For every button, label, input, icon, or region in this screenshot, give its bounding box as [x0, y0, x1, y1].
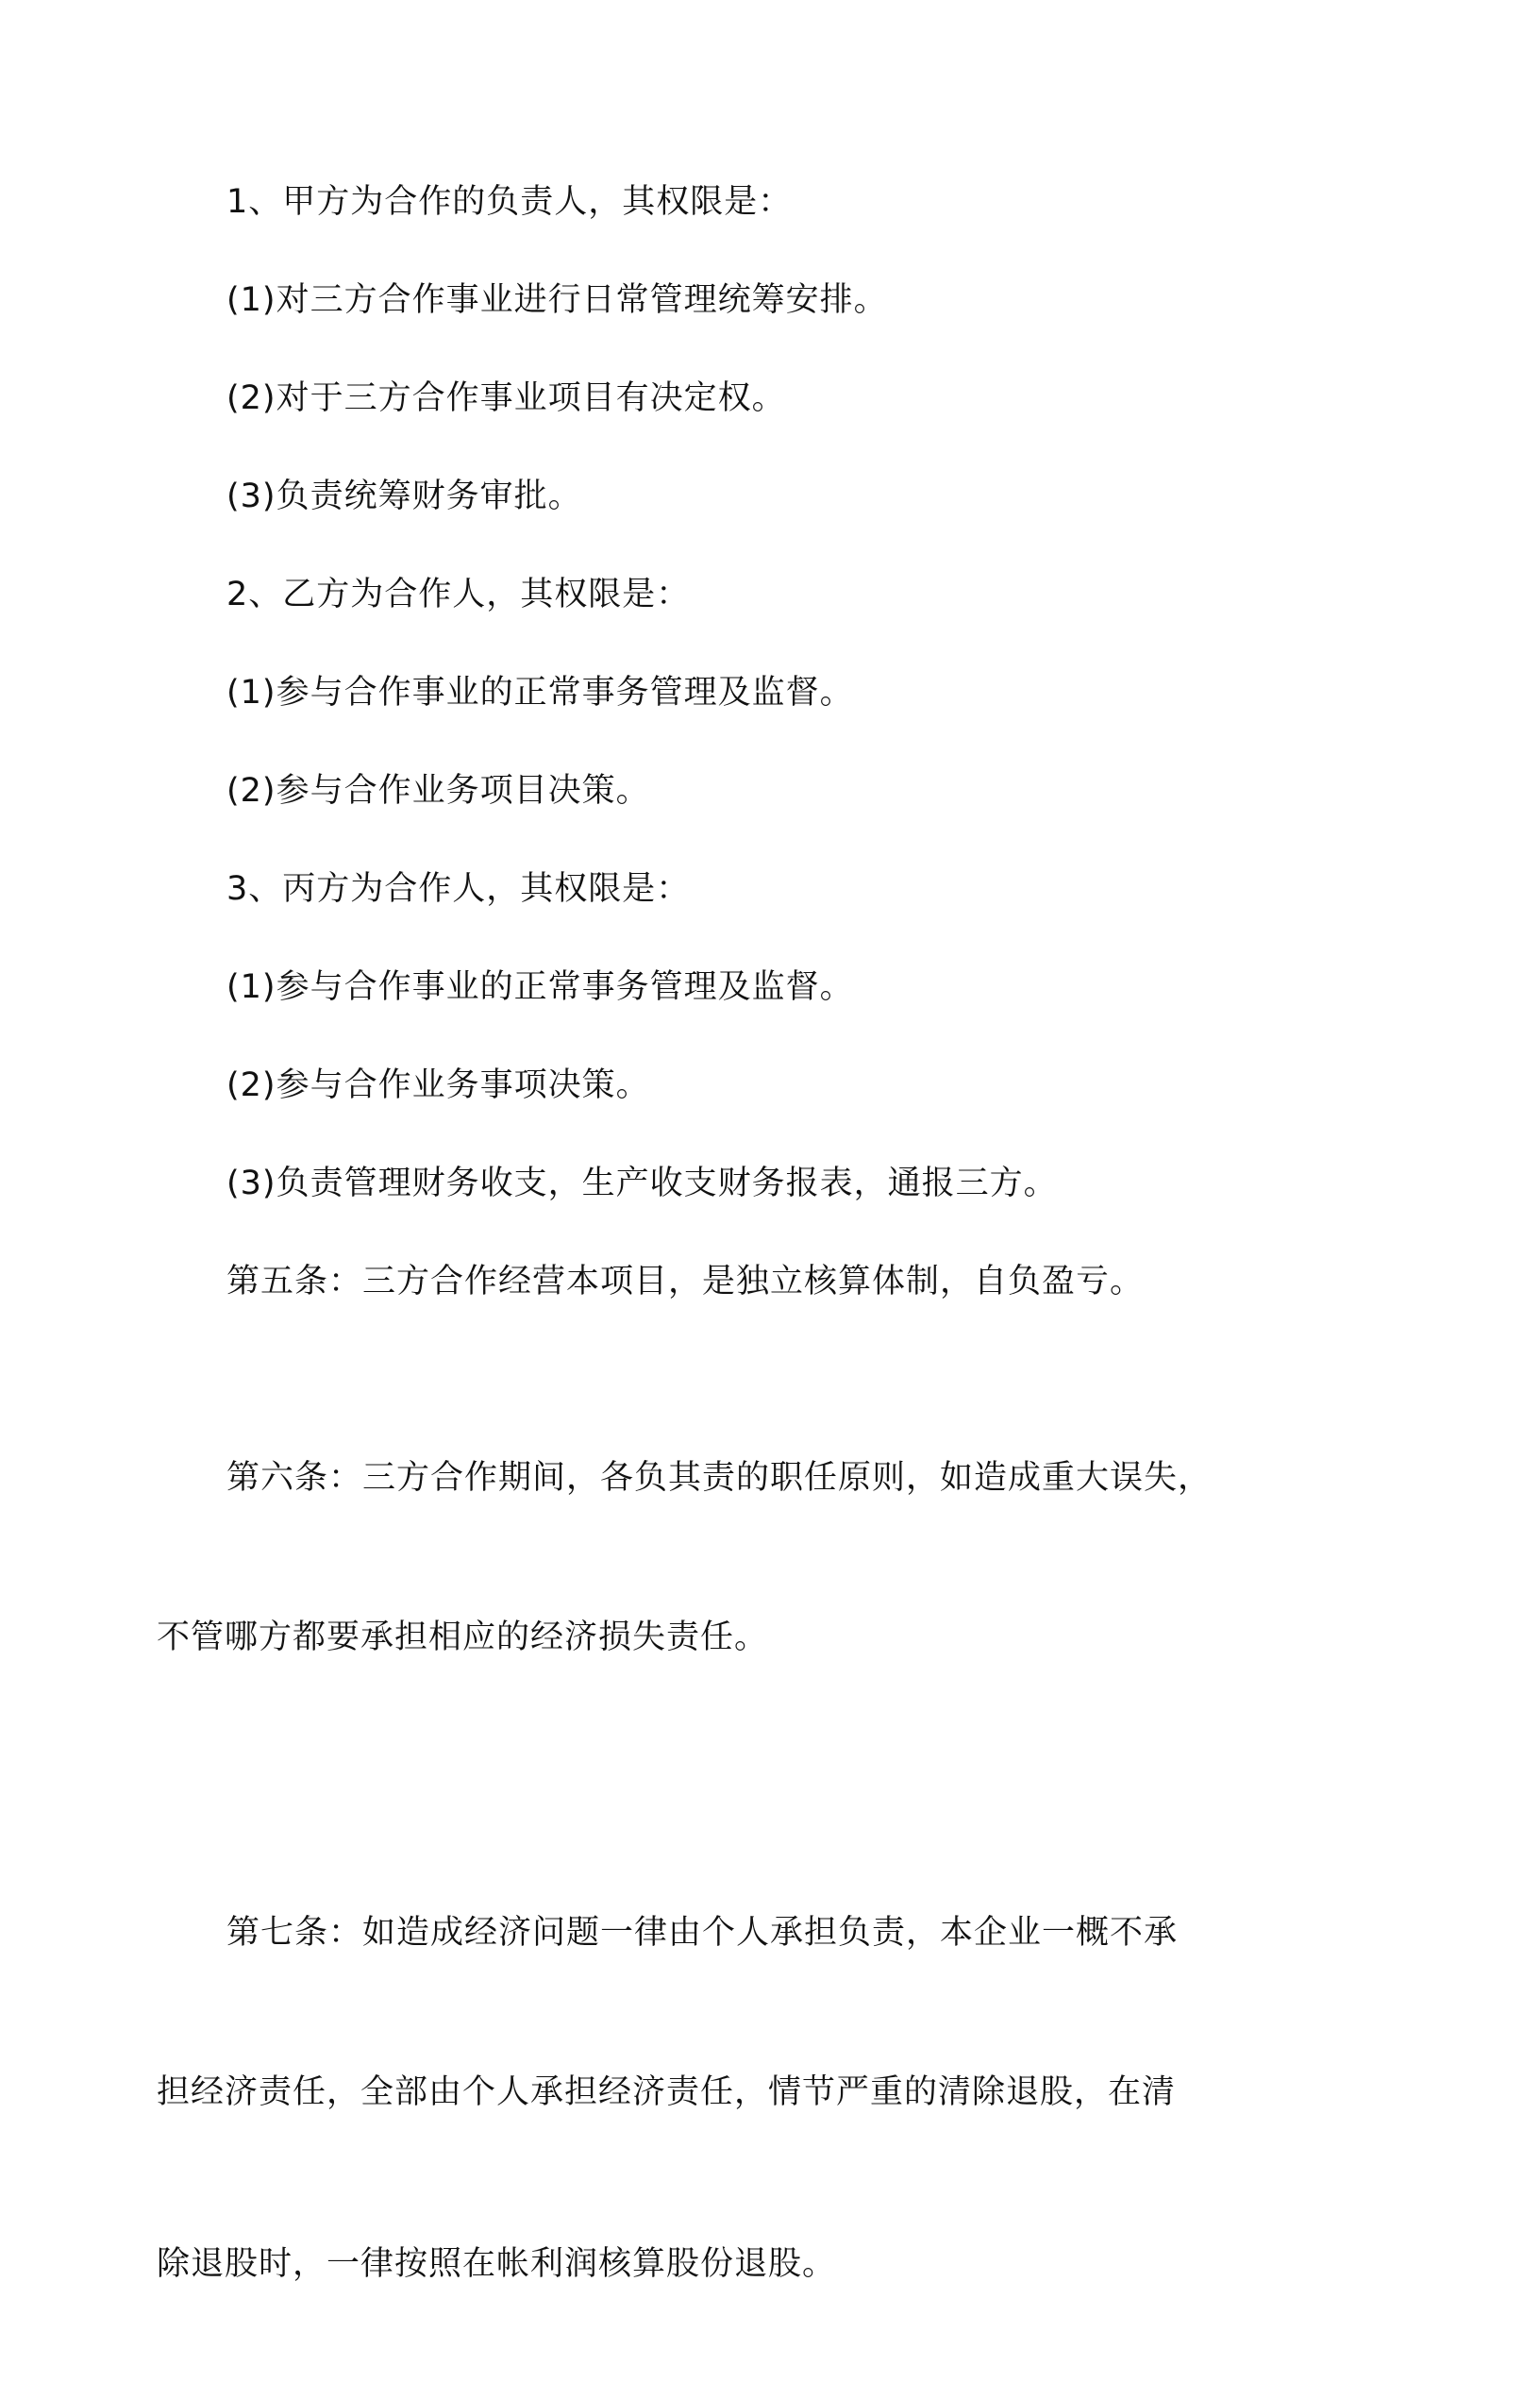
article-7-line-2: 担经济责任，全部由个人承担经济责任，情节严重的清除退股，在清	[157, 2073, 1177, 2111]
article-7-line-3: 除退股时，一律按照在帐利润核算股份退股。	[157, 2245, 837, 2283]
clause-1-item-1: (1)对三方合作事业进行日常管理统筹安排。	[226, 281, 888, 319]
article-5: 第五条：三方合作经营本项目，是独立核算体制，自负盈亏。	[226, 1263, 1145, 1300]
article-7-line-1: 第七条：如造成经济问题一律由个人承担负责，本企业一概不承	[226, 1914, 1179, 1952]
clause-3-item-2: (2)参与合作业务事项决策。	[226, 1066, 650, 1104]
clause-3-item-1: (1)参与合作事业的正常事务管理及监督。	[226, 968, 854, 1006]
article-6-line-1: 第六条：三方合作期间，各负其责的职任原则，如造成重大误失，	[226, 1459, 1213, 1497]
clause-1-item-2: (2)对于三方合作事业项目有决定权。	[226, 379, 786, 417]
document-body	[157, 177, 1312, 2399]
clause-2-item-1: (1)参与合作事业的正常事务管理及监督。	[226, 674, 854, 712]
clause-2-item-2: (2)参与合作业务项目决策。	[226, 772, 650, 810]
clause-1-heading: 1、甲方为合作的负责人，其权限是：	[226, 183, 793, 221]
clause-2-heading: 2、乙方为合作人，其权限是：	[226, 576, 691, 613]
clause-3-heading: 3、丙方为合作人，其权限是：	[226, 870, 691, 908]
clause-3-item-3: (3)负责管理财务收支，生产收支财务报表，通报三方。	[226, 1165, 1058, 1202]
clause-1-item-3: (3)负责统筹财务审批。	[226, 478, 582, 515]
article-6-line-2: 不管哪方都要承担相应的经济损失责任。	[157, 1619, 769, 1656]
article-6	[157, 1355, 1312, 1772]
article-7	[157, 1810, 1312, 2399]
